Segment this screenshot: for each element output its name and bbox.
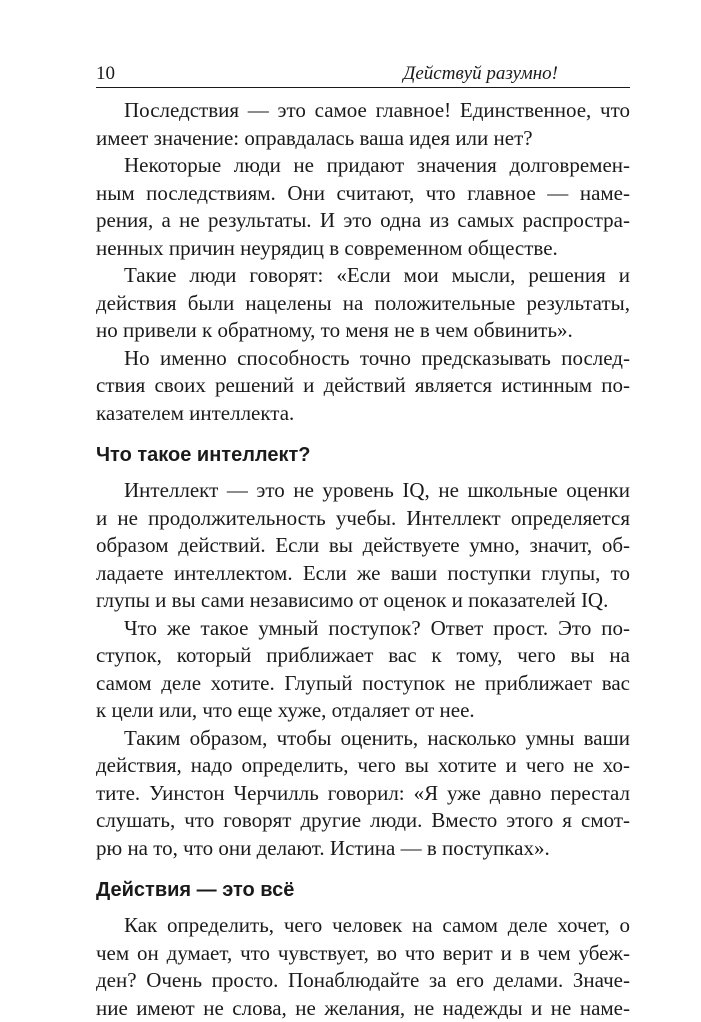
paragraph-line: Что же такое умный поступок? Ответ прост. Это по-	[96, 615, 630, 643]
paragraph-line: ладаете интеллектом. Если же ваши поступки глупы, то	[96, 560, 630, 588]
paragraph-line: действия, надо определить, чего вы хотите и чего не хо-	[96, 752, 630, 780]
paragraph-line: самом деле хотите. Глупый поступок не приближает вас	[96, 670, 630, 698]
section-consequences	[96, 97, 630, 427]
paragraph-line: ным последствиям. Они считают, что главное — наме-	[96, 180, 630, 208]
section-actions-are-everything	[96, 868, 630, 1022]
paragraph-line: глупы и вы сами независимо от оценок и показателей IQ.	[96, 587, 630, 615]
paragraph-line: ступок, который приближает вас к тому, чего вы на	[96, 642, 630, 670]
paragraph-line: действия были нацелены на положительные результаты,	[96, 290, 630, 318]
paragraph-line: к цели или, что еще хуже, отдаляет от нее.	[96, 697, 630, 725]
paragraph-line: Как определить, чего человек на самом деле хочет, о	[96, 912, 630, 940]
paragraph-line: но привели к обратному, то меня не в чем обвинить».	[96, 317, 630, 345]
paragraph-line: тите. Уинстон Черчилль говорил: «Я уже давно перестал	[96, 780, 630, 808]
paragraph-line: Интеллект — это не уровень IQ, не школьные оценки	[96, 477, 630, 505]
section-heading: Действия — это всё	[96, 868, 630, 912]
paragraph-line: Такие люди говорят: «Если мои мысли, решения и	[96, 262, 630, 290]
paragraph-line: образом действий. Если вы действуете умно, значит, об-	[96, 532, 630, 560]
paragraph-line: ден? Очень просто. Понаблюдайте за его делами. Значе-	[96, 967, 630, 995]
section-what-is-intellect	[96, 433, 630, 862]
page-header	[96, 62, 630, 86]
paragraph-line: рения, а не результаты. И это одна из самых распростра-	[96, 207, 630, 235]
paragraph-line: и не продолжительность учебы. Интеллект определяется	[96, 505, 630, 533]
paragraph-line: ние имеют не слова, не желания, не надежды и не наме-	[96, 995, 630, 1022]
paragraph-line: имеет значение: оправдалась ваша идея или нет?	[96, 125, 630, 153]
paragraph-line: казателем интеллекта.	[96, 400, 630, 428]
paragraph-line: ствия своих решений и действий является истинным по-	[96, 372, 630, 400]
page-body	[96, 97, 630, 1022]
paragraph-line: Но именно способность точно предсказывать послед-	[96, 345, 630, 373]
section-heading: Что такое интеллект?	[96, 433, 630, 477]
page-number: 10	[96, 62, 115, 86]
running-title: Действуй разумно!	[403, 62, 558, 86]
paragraph-line: Последствия — это самое главное! Единственное, что	[96, 97, 630, 125]
paragraph-line: Некоторые люди не придают значения долговремен-	[96, 152, 630, 180]
paragraph-line: ненных причин неурядиц в современном обществе.	[96, 235, 630, 263]
paragraph-line: чем он думает, что чувствует, во что верит и в чем убеж-	[96, 940, 630, 968]
paragraph-line: Таким образом, чтобы оценить, насколько умны ваши	[96, 725, 630, 753]
header-rule	[96, 87, 630, 88]
paragraph-line: слушать, что говорят другие люди. Вместо этого я смот-	[96, 807, 630, 835]
paragraph-line: рю на то, что они делают. Истина — в поступках».	[96, 835, 630, 863]
